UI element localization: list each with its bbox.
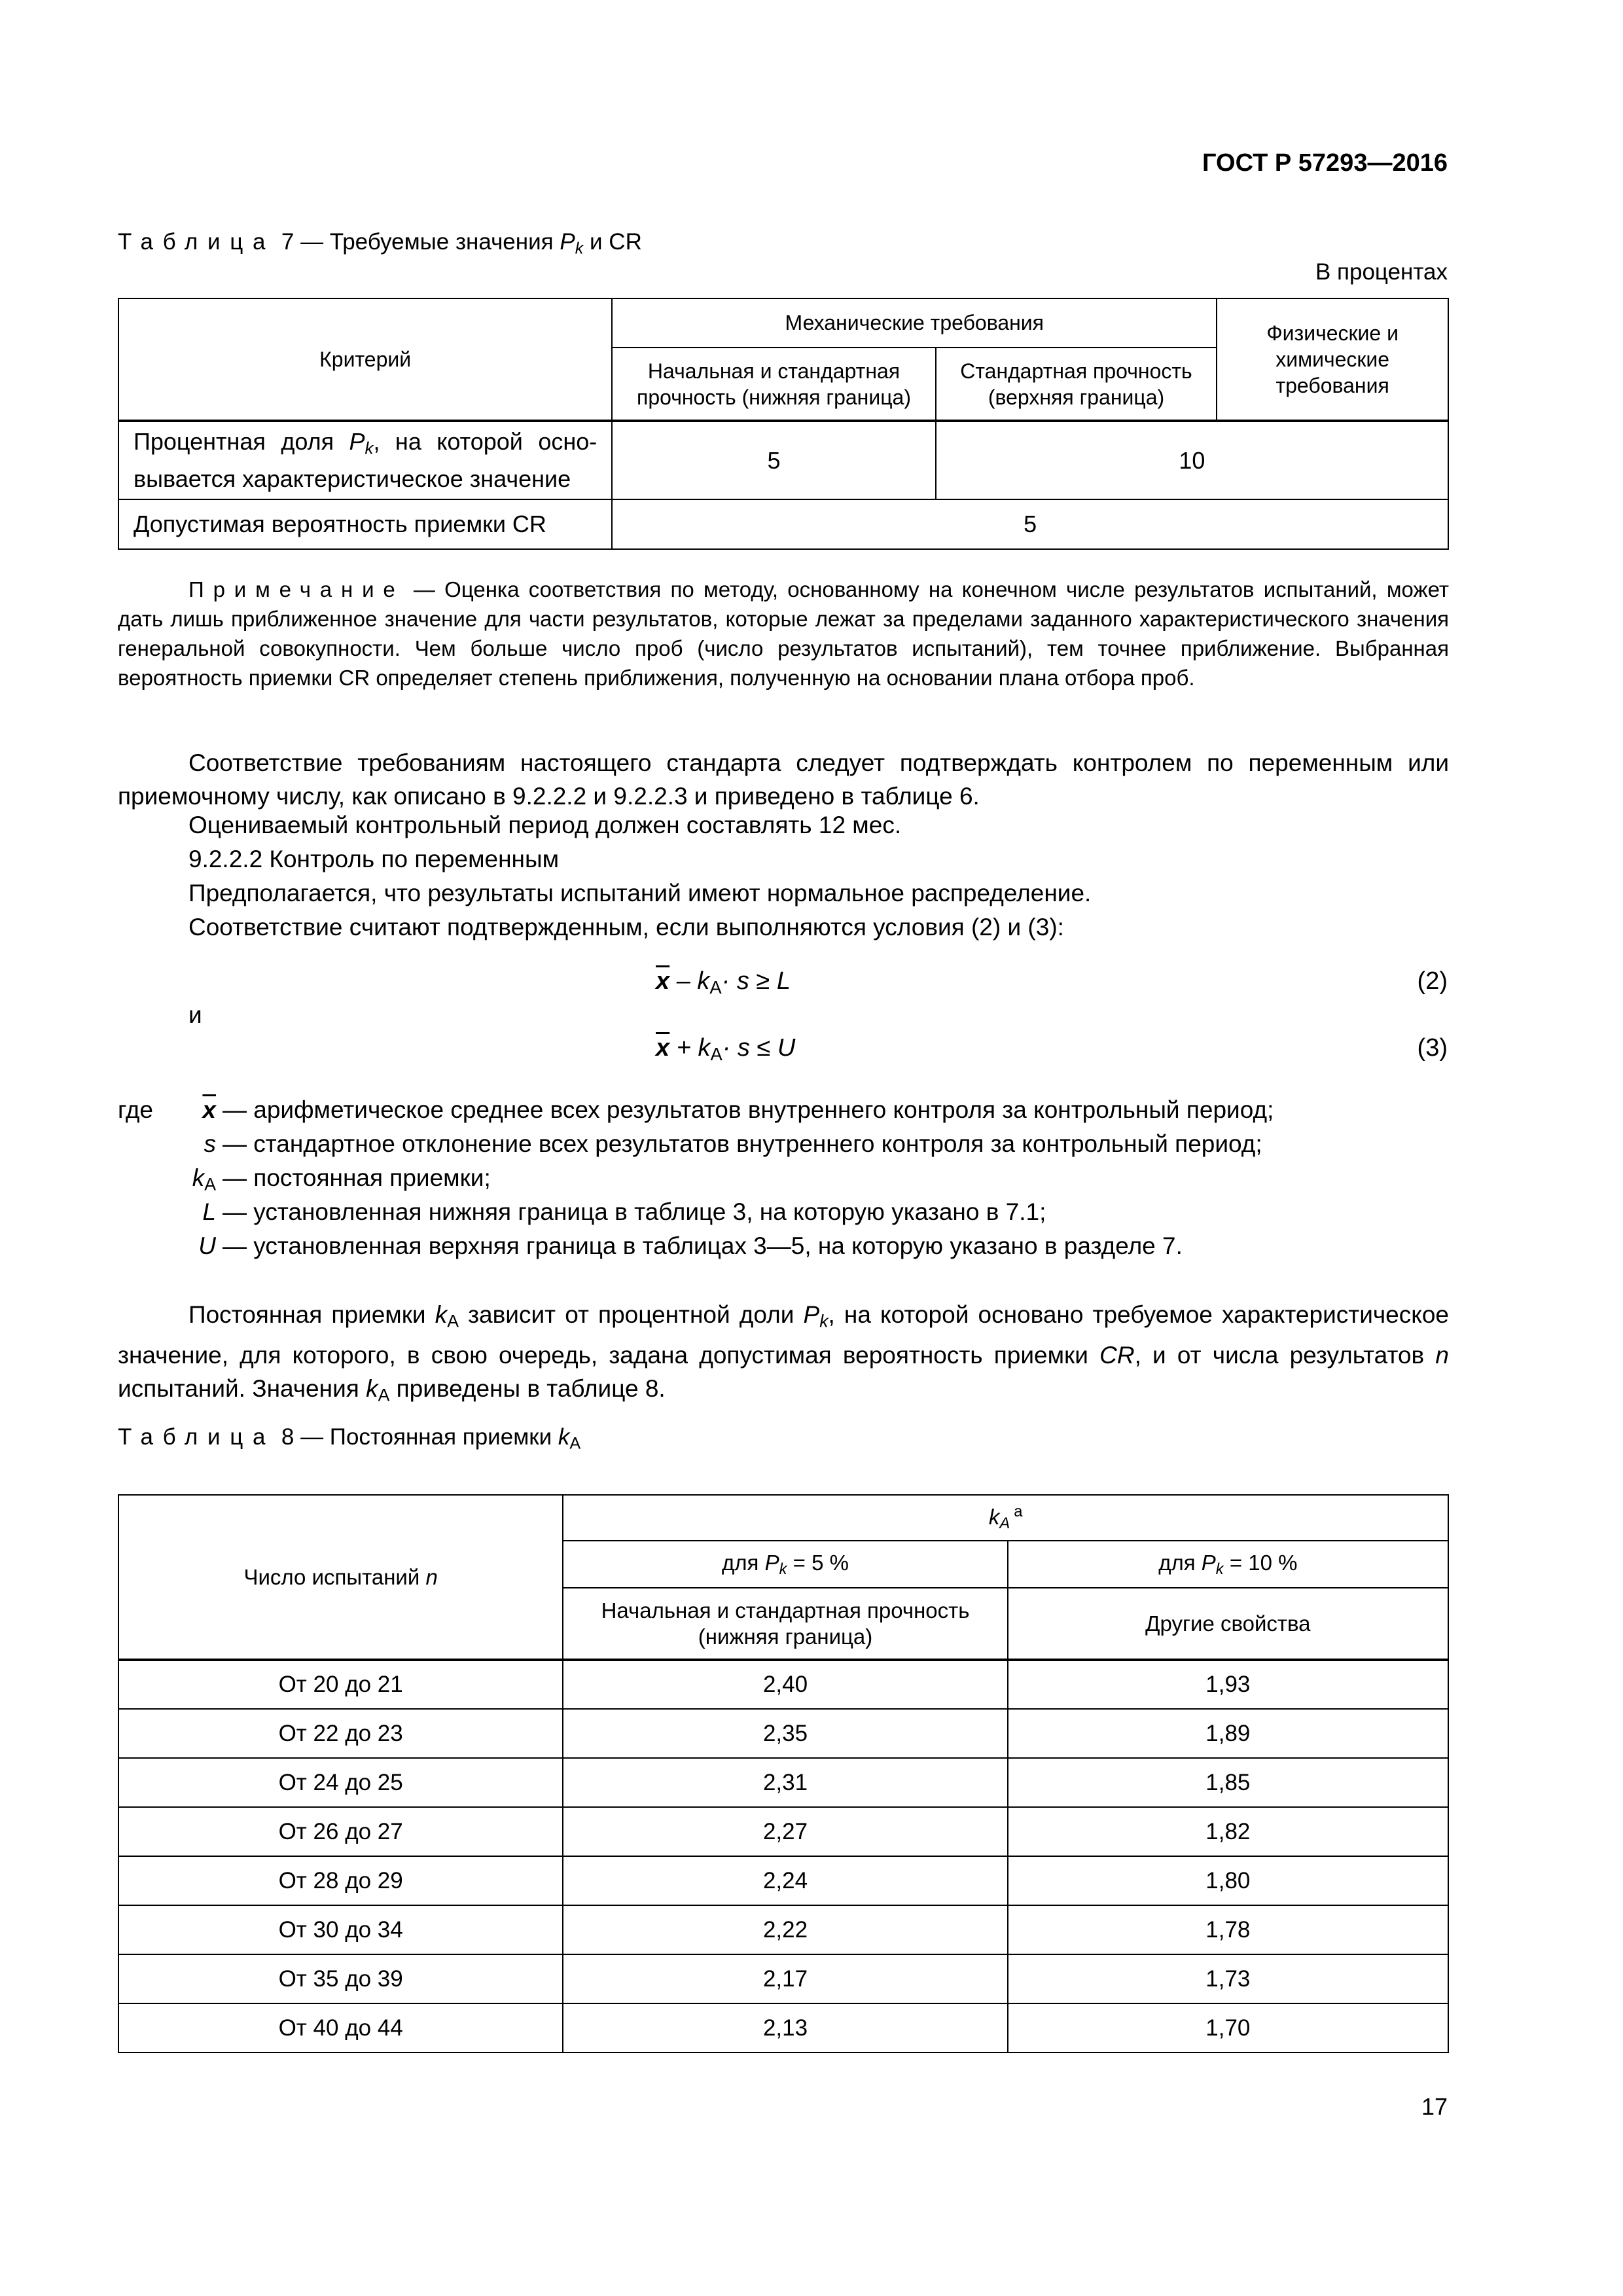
paragraph-2: Оцениваемый контрольный период должен составлять 12 мес. [188, 812, 902, 838]
table8-cell-k5: 2,24 [563, 1856, 1007, 1905]
note-label: Примечание [188, 577, 404, 601]
table-row [118, 1905, 1448, 1954]
table8-caption-word: Таблица [118, 1424, 276, 1450]
table8-cell-k5: 2,13 [563, 2003, 1007, 2053]
table7-row2-label: Допустимая вероятность приемки CR [118, 499, 612, 549]
table8-cell-k5: 2,17 [563, 1954, 1007, 2003]
note-text: — Оценка соответствия по методу, основанному на конечном числе результатов испытаний, может дать лишь приближенное значение для части результатов, которые лежат за пределами заданного характеристического значения генеральной совокупности. Чем больше число проб (число результатов испытаний), тем точнее приближение. Выбранная вероятность приемки CR определяет степень приближения, полученную на основании плана отбора проб. [118, 577, 1449, 690]
table8-cell-n: От 40 до 44 [118, 2003, 563, 2053]
table7-caption-sub: k [575, 239, 584, 258]
table8-cell-k10: 1,80 [1008, 1856, 1448, 1905]
table8-cell-n: От 35 до 39 [118, 1954, 563, 2003]
formula-3-number: (3) [1417, 1034, 1448, 1062]
table8-cell-k10: 1,70 [1008, 2003, 1448, 2053]
table7-header-criterion: Критерий [118, 298, 612, 421]
table7-header-mech: Механические требования [612, 298, 1217, 348]
table7-units: В процентах [1315, 259, 1448, 285]
table-row [118, 1709, 1448, 1758]
def-5-text: — установленная верхняя граница в таблицах 3—5, на которую указано в разделе 7. [223, 1232, 1183, 1259]
table7-row2-value: 5 [612, 499, 1448, 549]
table8-header-k: $k_A^a$ [563, 1495, 1448, 1541]
table-row [118, 1807, 1448, 1856]
table7-caption-text: 7 — Требуемые значения [281, 229, 554, 255]
table8-cell-n: От 22 до 23 [118, 1709, 563, 1758]
paragraph-1: Соответствие требованиям настоящего стандарта следует подтверждать контролем по переменным или приемочному числу, как описано в 9.2.2.2 и 9.2.2.3 и приведено в таблице 6. [118, 749, 1449, 810]
def-1-symbol: $\overline{x}$ [202, 1096, 216, 1123]
table8-cell-k10: 1,78 [1008, 1905, 1448, 1954]
table8-cell-k5: 2,40 [563, 1660, 1007, 1709]
table8-header-p10: для $P_k = 10$ % [1008, 1541, 1448, 1588]
def-4-symbol: L [202, 1198, 216, 1225]
table7-caption-tail: и CR [590, 229, 642, 255]
table8-cell-k10: 1,73 [1008, 1954, 1448, 2003]
table7-caption [118, 229, 642, 258]
document-id: ГОСТ Р 57293—2016 [1202, 149, 1448, 177]
paragraph-3: 9.2.2.2 Контроль по переменным [188, 846, 560, 872]
table8-cell-k10: 1,93 [1008, 1660, 1448, 1709]
def-1-text: — арифметическое среднее всех результатов внутреннего контроля за контрольный период; [223, 1096, 1274, 1123]
table7-header-phys: Физические и химические требования [1217, 298, 1448, 421]
table8-cell-k5: 2,31 [563, 1758, 1007, 1807]
table-row [118, 1954, 1448, 2003]
table7-caption-word: Таблица [118, 229, 276, 255]
table8-cell-k10: 1,89 [1008, 1709, 1448, 1758]
def-4-text: — установленная нижняя граница в таблице 3, на которую указано в 7.1; [223, 1198, 1046, 1225]
table8-cell-k10: 1,85 [1008, 1758, 1448, 1807]
table8-cell-k5: 2,27 [563, 1807, 1007, 1856]
table8-header-p5-desc: Начальная и стандартная прочность (нижняя граница) [563, 1588, 1007, 1660]
table-row [118, 1660, 1448, 1709]
table8-cell-n: От 20 до 21 [118, 1660, 563, 1709]
table7-caption-var: P [560, 229, 575, 255]
table8-cell-n: От 28 до 29 [118, 1856, 563, 1905]
table8-cell-k5: 2,22 [563, 1905, 1007, 1954]
table8-cell-n: От 26 до 27 [118, 1807, 563, 1856]
table-row [118, 2003, 1448, 2053]
def-2-text: — стандартное отклонение всех результатов внутреннего контроля за контрольный период; [223, 1130, 1262, 1157]
table7-row1-lower: 5 [612, 421, 935, 499]
formula-3: $\overline{x} + k_A\cdot s \le U$ [656, 1034, 796, 1064]
paragraph-6: Постоянная приемки $k_A$ зависит от процентной доли $P_k$, на которой основано требуемое характеристическое значение, для которого, в свою очередь, задана допустимая вероятность приемки CR, и от числа результатов n испытаний. Значения $k_A$ приведены в таблице 8. [118, 1301, 1449, 1405]
table-row [118, 1758, 1448, 1807]
table8-header-n: Число испытаний n [118, 1495, 563, 1660]
table7-row1-rest: 10 [936, 421, 1448, 499]
paragraph-5: Соответствие считают подтвержденным, если выполняются условия (2) и (3): [188, 914, 1064, 941]
table8-cell-k10: 1,82 [1008, 1807, 1448, 1856]
and-word: и [188, 1001, 202, 1028]
formula-2: $\overline{x} - k_A\cdot s \ge L$ [656, 967, 791, 997]
def-3-symbol: $k_A$ [192, 1164, 216, 1194]
table7-header-mech-upper: Стандартная прочность (верхняя граница) [936, 348, 1217, 421]
table7-header-mech-lower: Начальная и стандартная прочность (нижняя граница) [612, 348, 935, 421]
table8-caption-text: 8 — Постоянная приемки [281, 1424, 552, 1450]
table7-row1-label: Процентная доля $P_k$, на которой осно- вывается характеристическое значение [118, 421, 612, 499]
paragraph-4: Предполагается, что результаты испытаний имеют нормальное распределение. [188, 880, 1092, 906]
def-5-symbol: U [198, 1232, 216, 1259]
where-word: где [118, 1096, 154, 1123]
table8-header-p10-desc: Другие свойства [1008, 1588, 1448, 1660]
page-number: 17 [1421, 2093, 1448, 2120]
note [118, 575, 1449, 692]
table8-cell-n: От 24 до 25 [118, 1758, 563, 1807]
table8-cell-k5: 2,35 [563, 1709, 1007, 1758]
table8-caption [118, 1424, 580, 1453]
table8-caption-var: k [558, 1424, 570, 1450]
table8-header-p5: для $P_k = 5$ % [563, 1541, 1007, 1588]
formula-2-number: (2) [1417, 967, 1448, 995]
table8-caption-sub: A [569, 1434, 581, 1453]
table-row [118, 1856, 1448, 1905]
table8-cell-n: От 30 до 34 [118, 1905, 563, 1954]
def-2-symbol: s [204, 1130, 216, 1157]
table7 [118, 298, 1449, 550]
def-3-text: — постоянная приемки; [223, 1164, 491, 1191]
table8 [118, 1494, 1449, 2053]
